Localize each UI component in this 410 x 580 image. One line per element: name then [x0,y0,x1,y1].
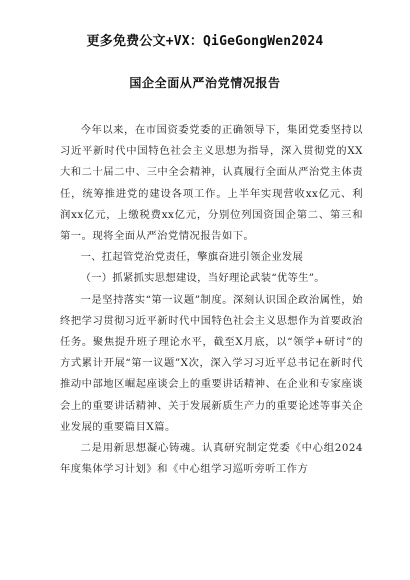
intro-paragraph: 今年以来，在市国资委党委的正确领导下，集团党委坚持以习近平新时代中国特色社会主义思想为指导，深入贯彻党的XX大和二十届二中、三中全会精神，认真履行全面从严治党主体责任，统筹推进党的建设各项工作。上半年实现营收xx亿元、利润xx亿元，上缴税费xx亿元，分别位列国资国企第二、第三和第一。现将全面从严治党情况报告如下。 [60,124,363,243]
subsection-heading: （一）抓紧抓实思想建设，当好理论武装“优等生”。 [80,272,325,285]
body-paragraph-first-topic: 一是坚持落实“第一议题”制度。深刻认识国企政治属性，始终把学习贯彻习近平新时代中国特色社会主义思想作为首要政治任务。聚焦提升班子理论水平，截至X月底，以“领学+研讨”的方式累计开展“第一议题”X次，深入学习习近平总书记在新时代推动中部地区崛起座谈会上的重要讲话精神、在企业和专家座谈会上的重要讲话精神、关于发展新质生产力的重要论述等事关企业发展的重要篇目X篇。 [60,293,363,433]
document-body [60,120,363,480]
section-heading: 一、扛起管党治党责任，擎旗奋进引领企业发展 [80,251,304,264]
body-paragraph-new-thought: 二是用新思想凝心铸魂。认真研究制定党委《中心组2024年度集体学习计划》和《中心组学习巡听旁听工作方 [60,442,363,476]
watermark-header: 更多免费公文+VX：QiGeGongWen2024 [86,34,324,49]
document-title: 国企全面从严治党情况报告 [129,76,281,90]
